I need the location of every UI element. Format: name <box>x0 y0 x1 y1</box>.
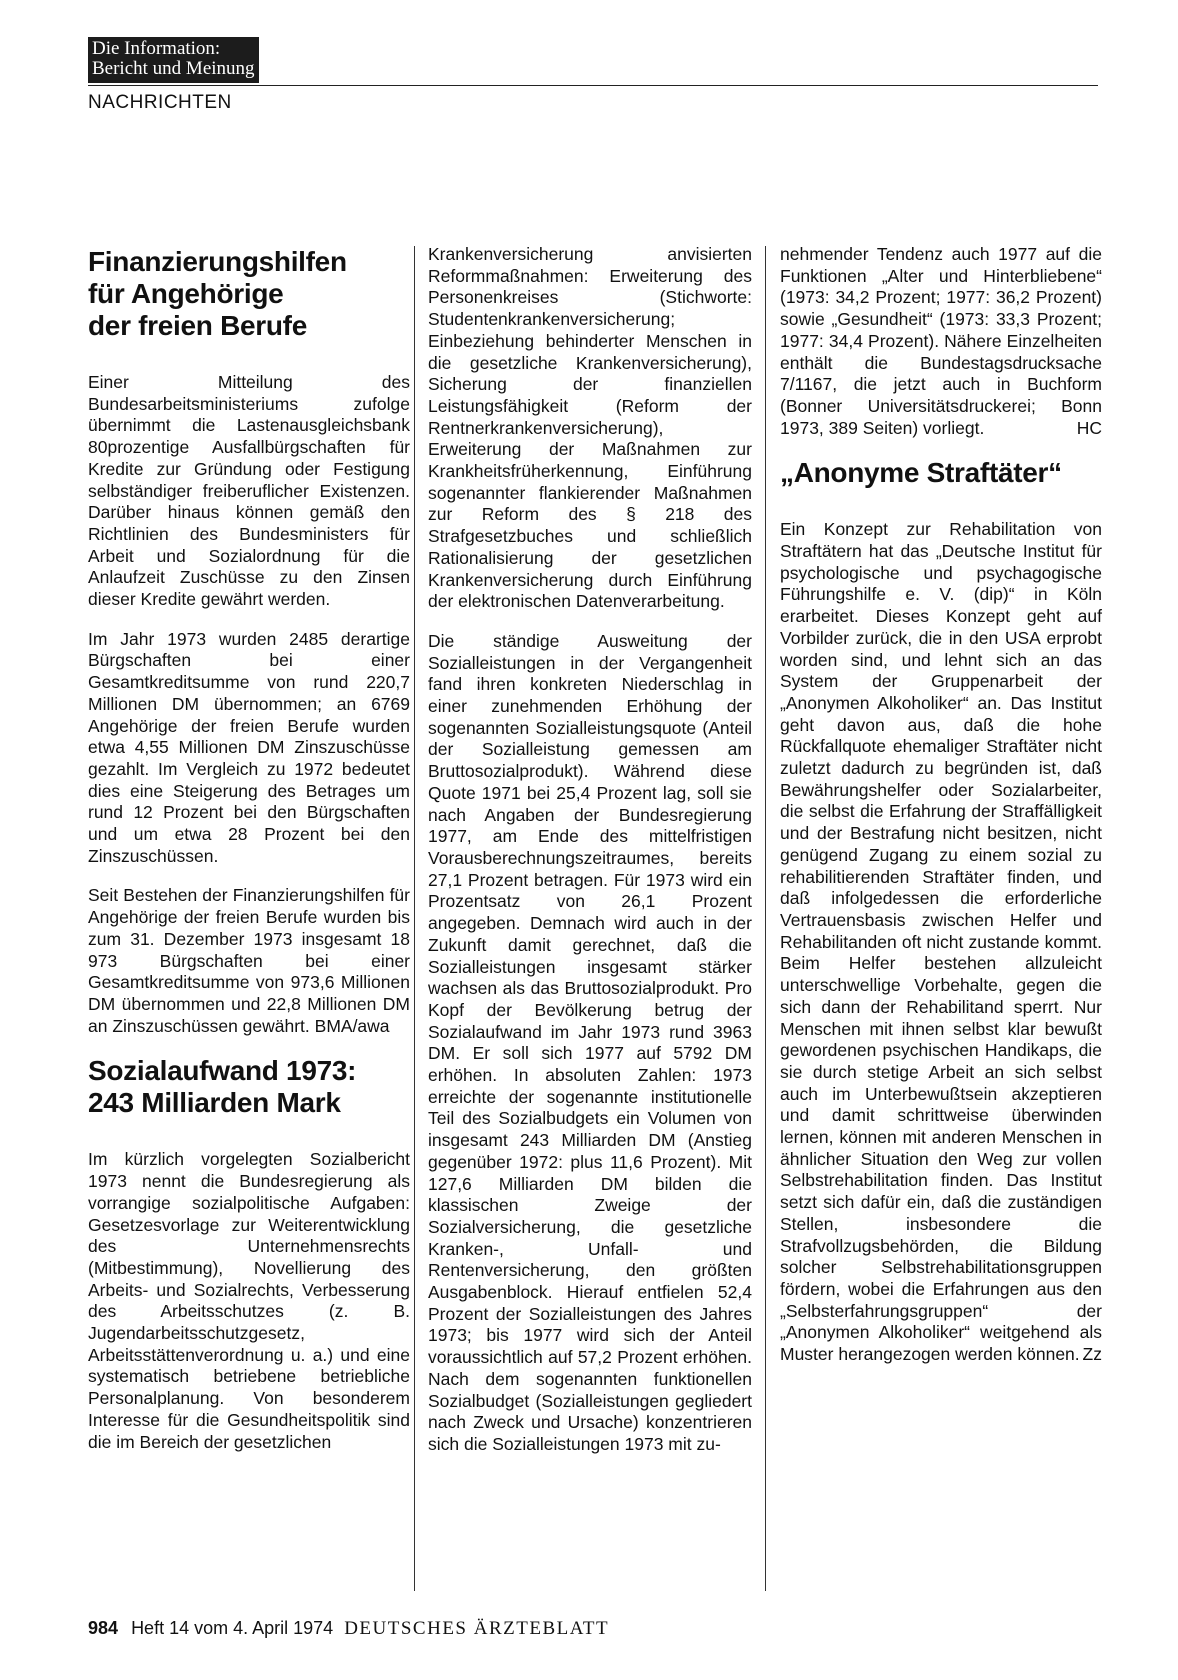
article-3-text: Ein Konzept zur Rehabilitation von Straftätern hat das „Deutsche Institut für psychologische und psychagogische Führungshilfe e. V. (dip)“ in Köln erarbeitet. Dieses Konzept geht auf Vorbilder zurück, die in den USA erprobt worden sind, und lehnt sich an das System der Gruppenarbeit der „Anonymen Alkoholiker“ an. Das Institut geht davon aus, daß die hohe Rückfallquote ehemaliger Straftäter nicht zuletzt dadurch zu begründen ist, daß Bewährungshelfer oder Sozialarbeiter, die selbst die Erfahrung der Straffälligkeit und der Bestrafung nicht besitzen, nicht genügend Zugang zu einem sozial zu rehabilitierenden Straftäter finden, und daß infolgedessen die erforderliche Vertrauensbasis zwischen Helfer und Rehabilitanden oft nicht zustande kommt. Beim Helfer bestehen allzuleicht unterschwellige Vorbehalte, gegen die sich dann der Rehabilitand sperrt. Nur Menschen mit ihnen selbst klar bewußt gewordenen psychischen Handikaps, die sie durch stetige Arbeit an sich selbst auch im Unterbewußtsein akzeptieren und damit schrittweise überwinden lernen, können mit anderen Menschen in ähnlicher Situation den Weg zur vollen Selbstrehabilitation finden. Das Institut setzt sich dafür ein, daß die zuständigen Stellen, insbesondere die Strafvollzugsbehörden, die Bildung solcher Selbstrehabilitationsgruppen fördern, wobei die Erfahrungen aus den „Selbsterfahrungsgruppen“ der „Anonymen Alkoholiker“ weitgehend als Muster herangezogen werden können. <box>780 519 1102 1365</box>
column-divider-1 <box>414 246 415 1591</box>
page-number: 984 <box>88 1618 119 1638</box>
article-2-paragraph-end <box>780 244 1102 439</box>
headline-line: Finanzierungshilfen <box>88 246 347 277</box>
article-1-paragraph: Seit Bestehen der Finanzierungshilfen für Angehörige der freien Berufe wurden bis zum 31. Dezember 1973 insgesamt 18 973 Bürgschaften bei einer Gesamtkreditsumme von 973,6 Millionen DM übernommen und 22,8 Millionen DM an Zinszuschüssen gewährt. BMA/awa <box>88 885 410 1036</box>
headline-line: 243 Milliarden Mark <box>88 1087 341 1119</box>
masthead-line-2: Bericht und Meinung <box>92 58 255 79</box>
article-2-paragraph: Krankenversicherung anvisierten Reformmaßnahmen: Erweiterung des Personenkreises (Stichworte: Studentenkrankenversicherung; Einbeziehung behinderter Menschen in die gesetzliche Krankenversicherung), Sicherung der finanziellen Leistungsfähigkeit (Reform der Rentnerkrankenversicherung), Erweiterung der Maßnahmen zur Krankheitsfrüherkennung, Einführung sogenannter flankierender Maßnahmen zur Reform des § 218 des Strafgesetzbuches und schließlich Rationalisierung der gesetzlichen Krankenversicherung durch Einführung der elektronischen Datenverarbeitung. <box>428 244 752 612</box>
article-3-paragraph <box>780 519 1102 1365</box>
article-3-signature: Zz <box>1082 1344 1102 1365</box>
headline-line: Sozialaufwand 1973: <box>88 1055 357 1087</box>
journal-name: DEUTSCHES ÄRZTEBLATT <box>344 1618 610 1639</box>
article-1-paragraph: Im Jahr 1973 wurden 2485 derartige Bürgschaften bei einer Gesamtkreditsumme von rund 220,7 Millionen DM übernommen; an 6769 Angehörige der freien Berufe wurden etwa 4,55 Millionen DM Zinszuschüsse gezahlt. Im Vergleich zu 1972 bedeutet dies eine Steigerung des Betrages um rund 12 Prozent bei den Bürgschaften und um etwa 28 Prozent bei den Zinszuschüssen. <box>88 628 410 866</box>
headline-line: der freien Berufe <box>88 310 307 341</box>
column-divider-2 <box>765 246 766 1591</box>
column-3 <box>780 244 1102 1384</box>
article-2-paragraph: Im kürzlich vorgelegten Sozialbericht 1973 nennt die Bundesregierung als vorrangige sozialpolitische Aufgaben: Gesetzesvorlage zur Weiterentwicklung des Unternehmensrechts (Mitbestimmung), Novellierung des Arbeits- und Sozialrechts, Verbesserung des Arbeitsschutzes (z. B. Jugendarbeitsschutzgesetz, Arbeitsstättenverordnung u. a.) und eine systematisch betriebene betriebliche Personalplanung. Von besonderem Interesse für die Gesundheitspolitik sind die im Bereich der gesetzlichen <box>88 1149 410 1452</box>
article-1-paragraph: Einer Mitteilung des Bundesarbeitsministeriums zufolge übernimmt die Lastenausgleichsbank 80prozentige Ausfallbürgschaften für Kredite zur Gründung oder Festigung selbständiger freiberuflicher Existenzen. Darüber hinaus können gemäß den Richtlinien des Bundesministers für Arbeit und Sozialordnung für die Anlaufzeit Zuschüsse zu den Zinsen dieser Kredite gewährt werden. <box>88 372 410 610</box>
article-2-signature: HC <box>1076 417 1102 438</box>
page-footer <box>88 1618 609 1640</box>
masthead-line-1: Die Information: <box>92 38 221 59</box>
section-label: NACHRICHTEN <box>88 92 232 113</box>
article-2-headline <box>88 1055 410 1119</box>
headline-line: für Angehörige <box>88 278 284 309</box>
article-2-text: nehmender Tendenz auch 1977 auf die Funktionen „Alter und Hinterbliebene“ (1973: 34,2 Prozent; 1977: 36,2 Prozent) sowie „Gesundheit“ (1973: 33,3 Prozent; 1977: 34,4 Prozent). Nähere Einzelheiten enthält die Bundestagsdrucksache 7/1167, die jetzt auch in Buchform (Bonner Universitätsdruckerei; Bonn 1973, 389 Seiten) vorliegt. <box>780 244 1102 438</box>
column-1 <box>88 246 410 1471</box>
article-2-paragraph: Die ständige Ausweitung der Sozialleistungen in der Vergangenheit fand ihren konkreten Niederschlag in einer zunehmenden Erhöhung der sogenannten Sozialleistungsquote (Anteil der Sozialleistung gemessen am Bruttosozialprodukt). Während diese Quote 1971 bei 25,4 Prozent lag, soll sie nach Angaben der Bundesregierung 1977, am Ende des mittelfristigen Vorausberechnungszeitraumes, bereits 27,1 Prozent betragen. Für 1973 wird ein Prozentsatz von 26,1 Prozent angegeben. Demnach wird auch in der Zukunft damit gerechnet, daß die Sozialleistungen insgesamt stärker wachsen als das Bruttosozialprodukt. Pro Kopf der Bevölkerung betrug der Sozialaufwand im Jahr 1973 rund 3963 DM. Er soll sich 1977 auf 5792 DM erhöhen. In absoluten Zahlen: 1973 erreichte der sogenannte institutionelle Teil des Sozialbudgets ein Volumen von insgesamt 243 Milliarden DM (Anstieg gegenüber 1972: plus 11,6 Prozent). Mit 127,6 Milliarden DM bilden die klassischen Zweige der Sozialversicherung, die gesetzliche Kranken-, Unfall- und Rentenversicherung, den größten Ausgabenblock. Hierauf entfielen 52,4 Prozent der Sozialleistungen des Jahres 1973; bis 1977 wird sich der Anteil voraussichtlich auf 57,2 Prozent erhöhen. Nach dem sogenannten funktionellen Sozialbudget (Sozialleistungen gegliedert nach Zweck und Ursache) konzentrieren sich die Sozialleistungen 1973 mit zu- <box>428 630 752 1454</box>
issue-info: Heft 14 vom 4. April 1974 <box>131 1618 334 1638</box>
header-rule <box>88 85 1098 86</box>
masthead <box>88 37 259 83</box>
article-3-headline: „Anonyme Straftäter“ <box>780 457 1062 489</box>
article-1-headline <box>88 246 410 342</box>
column-2 <box>428 244 752 1474</box>
